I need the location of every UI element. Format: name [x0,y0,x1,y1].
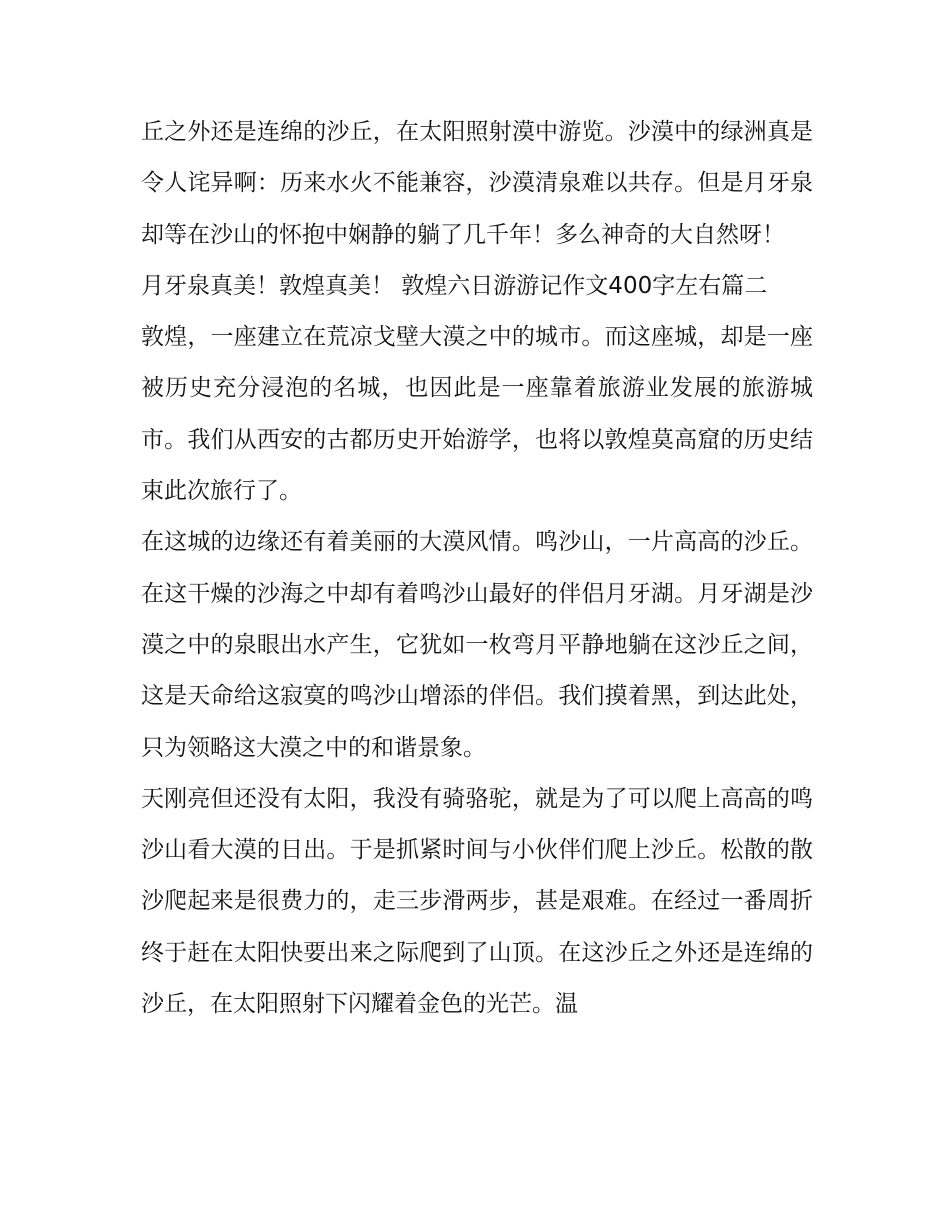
paragraph-3: 敦煌，一座建立在荒凉戈壁大漠之中的城市。而这座城，却是一座被历史充分浸泡的名城，也因此是一座靠着旅游业发展的旅游城市。我们从西安的古都历史开始游学，也将以敦煌莫高窟的历史结束此次旅行了。 [141,324,813,505]
paragraph-4: 在这城的边缘还有着美丽的大漠风情。鸣沙山，一片高高的沙丘。在这干燥的沙海之中却有着鸣沙山最好的伴侣月牙湖。月牙湖是沙漠之中的泉眼出水产生，它犹如一枚弯月平静地躺在这沙丘之间，这是天命给这寂寞的鸣沙山增添的伴侣。我们摸着黑，到达此处，只为领略这大漠之中的和谐景象。 [141,529,813,761]
paragraph-5: 天刚亮但还没有太阳，我没有骑骆驼，就是为了可以爬上高高的鸣沙山看大漠的日出。于是抓紧时间与小伙伴们爬上沙丘。松散的散沙爬起来是很费力的，走三步滑两步，甚是艰难。在经过一番周折终于赶在太阳快要出来之际爬到了山顶。在这沙丘之外还是连绵的沙丘，在太阳照射下闪耀着金色的光芒。温 [141,785,813,1018]
paragraph-2-heading: 月牙泉真美！敦煌真美！ 敦煌六日游游记作文400字左右篇二 [141,272,768,299]
document-body [141,107,813,1030]
paragraph-1: 丘之外还是连绵的沙丘，在太阳照射漠中游览。沙漠中的绿洲真是令人诧异啊：历来水火不能兼容，沙漠清泉难以共存。但是月牙泉却等在沙山的怀抱中娴静的躺了几千年！多么神奇的大自然呀！ [141,119,813,248]
